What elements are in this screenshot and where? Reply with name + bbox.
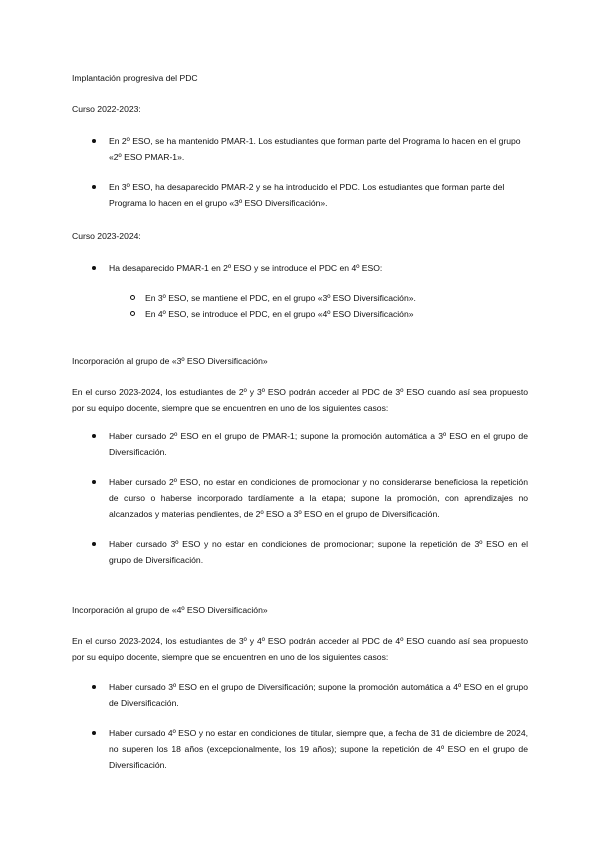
list-item: Haber cursado 3º ESO en el grupo de Diversificación; supone la promoción automática a 4º ESO en el grupo de Diversificación. <box>109 679 528 711</box>
list-item: Haber cursado 3º ESO y no estar en condiciones de promocionar; supone la repetición de 3º ESO en el grupo de Diversificación. <box>109 536 528 568</box>
section-title-implantacion: Implantación progresiva del PDC <box>72 73 198 83</box>
cases-4eso-list <box>109 679 528 773</box>
sub-list-item: En 4º ESO, se introduce el PDC, en el grupo «4º ESO Diversificación» <box>145 306 528 322</box>
list-item: En 2º ESO, se ha mantenido PMAR-1. Los estudiantes que forman parte del Programa lo hacen en el grupo «2º ESO PMAR-1». <box>109 133 528 165</box>
course-heading-2023: Curso 2023-2024: <box>72 231 141 241</box>
sub-list-item: En 3º ESO, se mantiene el PDC, en el grupo «3º ESO Diversificación». <box>145 290 528 306</box>
course-heading-2022: Curso 2022-2023: <box>72 104 141 114</box>
section-title-4eso: Incorporación al grupo de «4º ESO Diversificación» <box>72 605 268 615</box>
section-intro-3eso: En el curso 2023-2024, los estudiantes de 2º y 3º ESO podrán acceder al PDC de 3º ESO cuando así sea propuesto por su equipo docente, siempre que se encuentren en uno de los siguientes casos: <box>72 387 528 413</box>
cases-3eso-list <box>109 428 528 568</box>
list-item: Haber cursado 2º ESO, no estar en condiciones de promocionar y no considerarse beneficiosa la repetición de curso o haberse incorporado tardíamente a la etapa; supone la promoción, con aprendizajes no alcanzados y materias pendientes, de 2º ESO a 3º ESO en el grupo de Diversificación. <box>109 474 528 522</box>
course-2022-list <box>109 133 528 211</box>
list-item: Haber cursado 2º ESO en el grupo de PMAR-1; supone la promoción automática a 3º ESO en el grupo de Diversificación. <box>109 428 528 460</box>
course-2023-sublist <box>145 290 528 322</box>
course-2023-list <box>109 260 528 276</box>
list-item: Haber cursado 4º ESO y no estar en condiciones de titular, siempre que, a fecha de 31 de diciembre de 2024, no superen los 18 años (excepcionalmente, los 19 años); supone la repetición de 4º ESO en el grupo de Diversificación. <box>109 725 528 773</box>
list-item: En 3º ESO, ha desaparecido PMAR-2 y se ha introducido el PDC. Los estudiantes que forman parte del Programa lo hacen en el grupo «3º ESO Diversificación». <box>109 179 528 211</box>
section-title-3eso: Incorporación al grupo de «3º ESO Diversificación» <box>72 356 268 366</box>
section-intro-4eso: En el curso 2023-2024, los estudiantes de 3º y 4º ESO podrán acceder al PDC de 4º ESO cuando así sea propuesto por su equipo docente, siempre que se encuentren en uno de los siguientes casos: <box>72 636 528 662</box>
list-item: Ha desaparecido PMAR-1 en 2º ESO y se introduce el PDC en 4º ESO: <box>109 260 528 276</box>
